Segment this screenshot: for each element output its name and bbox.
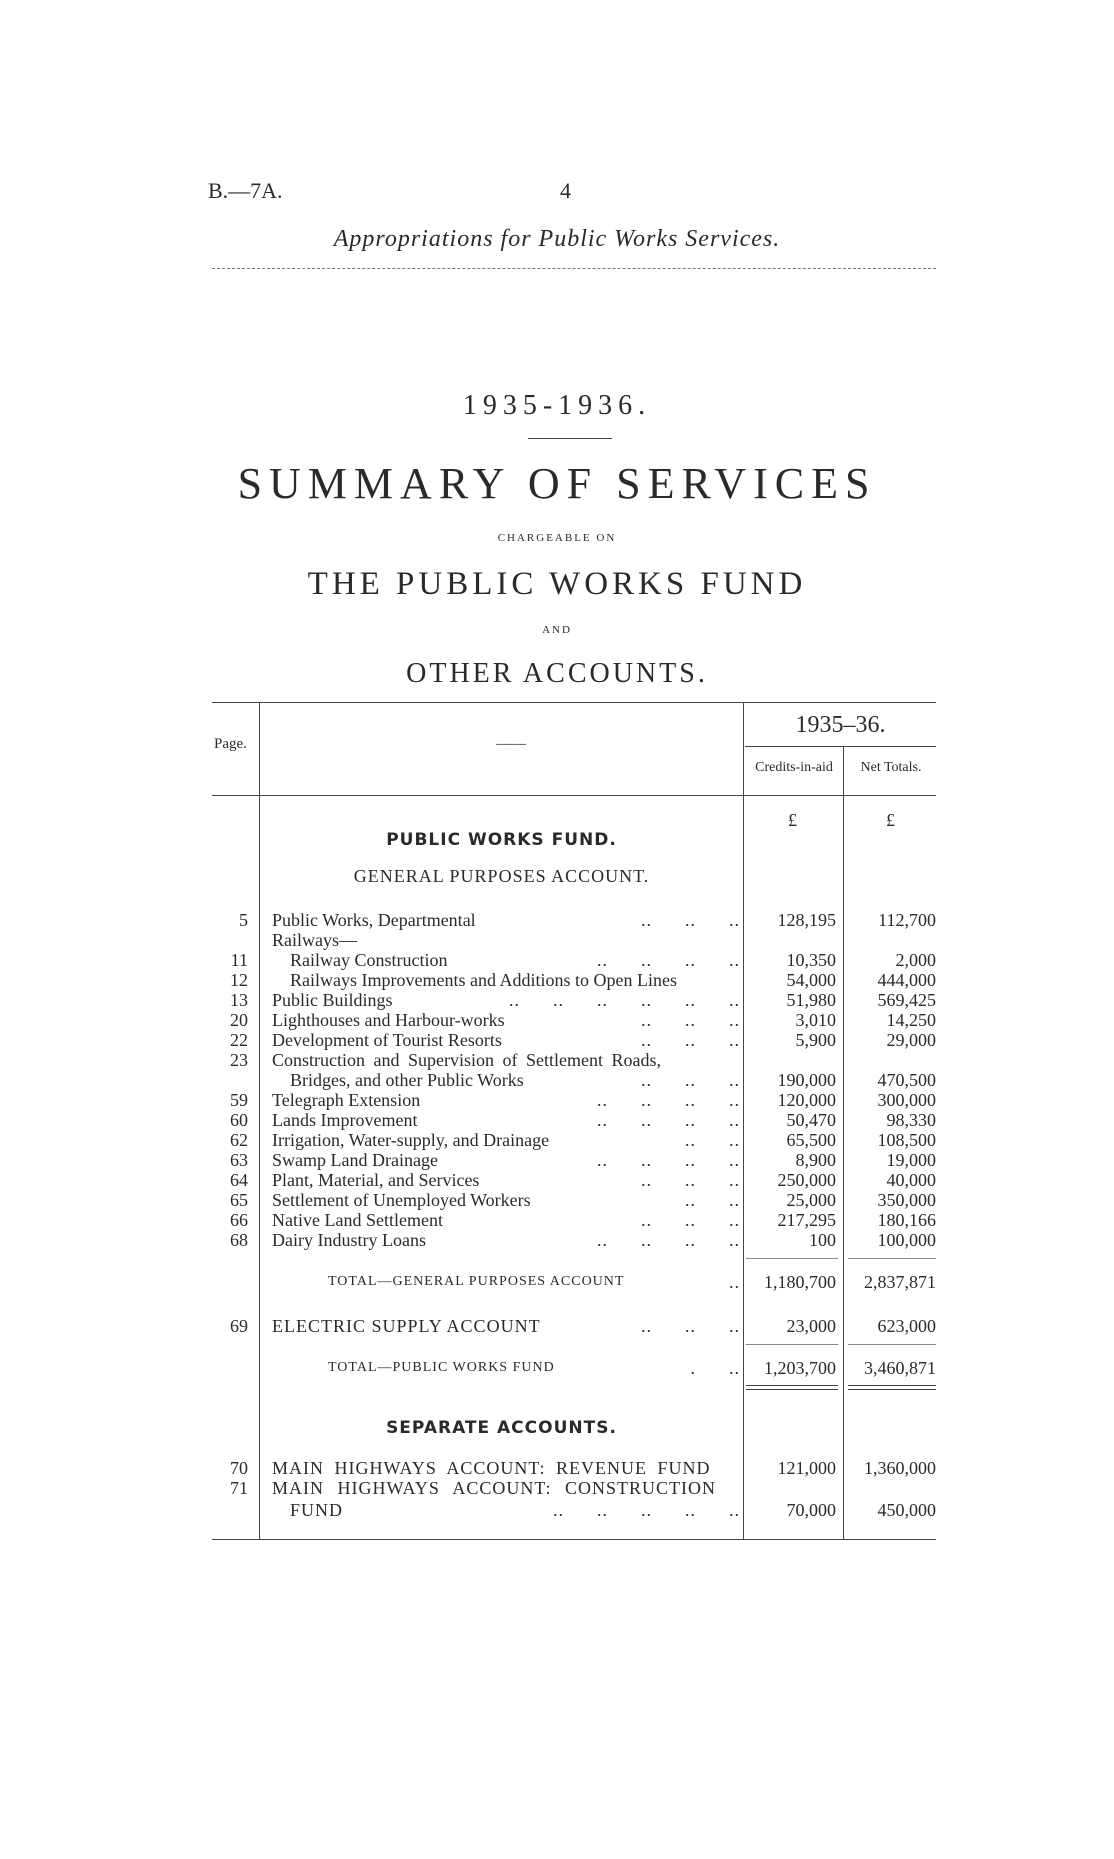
electric-supply-label: ELECTRIC SUPPLY ACCOUNT	[272, 1316, 541, 1336]
table-row	[0, 990, 1114, 1010]
row-page: 63	[230, 1150, 248, 1170]
row-credits: 120,000	[777, 1090, 836, 1110]
row-description: Settlement of Unemployed Workers	[272, 1190, 531, 1210]
row-description: Dairy Industry Loans	[272, 1230, 426, 1250]
row-net: 569,425	[877, 990, 936, 1010]
row-net: 108,500	[877, 1130, 936, 1150]
document-reference: B.—7A.	[208, 178, 283, 203]
year-underline-rule	[745, 746, 936, 747]
table-row	[0, 1230, 1114, 1250]
main-highways-construction-row-cont	[0, 1500, 1114, 1520]
row-page: 22	[230, 1030, 248, 1050]
row-net: 180,166	[877, 1210, 936, 1230]
subsection-heading-general-purposes: GENERAL PURPOSES ACCOUNT.	[353, 866, 650, 886]
row-page: 59	[230, 1090, 248, 1110]
electric-supply-row	[0, 1316, 1114, 1336]
table-row	[0, 1010, 1114, 1030]
row-credits: 100	[809, 1230, 836, 1250]
row-page: 13	[230, 990, 248, 1010]
row-description: Swamp Land Drainage	[272, 1150, 438, 1170]
row-credits: 5,900	[795, 1030, 836, 1050]
main-highways-construction-label-cont: FUND	[290, 1500, 344, 1520]
subtotal-rule-credits	[746, 1258, 838, 1259]
table-bottom-rule	[212, 1539, 936, 1540]
leader-dots: .. .. .. ..	[597, 1090, 740, 1110]
chargeable-on: CHARGEABLE ON	[497, 532, 617, 544]
row-page: 12	[230, 970, 248, 990]
leader-dots: .. .. .. ..	[597, 1230, 740, 1250]
row-page: 70	[230, 1458, 248, 1478]
main-highways-construction-row	[0, 1478, 1114, 1498]
leader-dots: .. .. .. .. ..	[553, 1500, 740, 1520]
table-row	[0, 930, 1114, 950]
and-word: AND	[542, 624, 572, 636]
row-page: 66	[230, 1210, 248, 1230]
total-rule-net	[848, 1344, 936, 1345]
title-years: 1935-1936.	[462, 390, 652, 421]
table-row	[0, 1090, 1114, 1110]
table-row	[0, 1050, 1114, 1070]
total-general-purposes-label: TOTAL—GENERAL PURPOSES ACCOUNT	[328, 1274, 625, 1289]
row-net: 100,000	[877, 1230, 936, 1250]
row-page: 65	[230, 1190, 248, 1210]
row-credits: 25,000	[786, 1190, 836, 1210]
total-public-works-label: TOTAL—PUBLIC WORKS FUND	[328, 1360, 555, 1375]
row-net: 98,330	[886, 1110, 936, 1130]
row-description: Railways—	[272, 930, 357, 950]
leader-dots: .. .. .. ..	[597, 1150, 740, 1170]
row-description: Public Buildings	[272, 990, 393, 1010]
double-rule-credits-2	[746, 1389, 838, 1390]
table-row	[0, 950, 1114, 970]
row-net: 350,000	[877, 1190, 936, 1210]
table-row	[0, 1150, 1114, 1170]
main-highways-construction-label: MAIN HIGHWAYS ACCOUNT: CONSTRUCTION	[272, 1478, 716, 1498]
main-highways-revenue-row	[0, 1458, 1114, 1478]
total-general-purposes-credits: 1,180,700	[764, 1272, 836, 1292]
total-public-works-net: 3,460,871	[864, 1358, 936, 1378]
row-description: Plant, Material, and Services	[272, 1170, 480, 1190]
row-description: Native Land Settlement	[272, 1210, 443, 1230]
row-description: Bridges, and other Public Works	[290, 1070, 524, 1090]
row-page: 11	[230, 950, 248, 970]
leader-dots: .. ..	[685, 1190, 740, 1210]
total-rule-credits	[746, 1344, 838, 1345]
main-highways-construction-credits: 70,000	[786, 1500, 836, 1520]
leader-dots: . ..	[690, 1358, 740, 1378]
row-credits: 10,350	[786, 950, 836, 970]
table-row	[0, 1170, 1114, 1190]
row-page: 20	[230, 1010, 248, 1030]
main-highways-revenue-net: 1,360,000	[864, 1458, 936, 1478]
fund-title: THE PUBLIC WORKS FUND	[307, 566, 807, 602]
subtotal-rule-net	[848, 1258, 936, 1259]
row-description: Irrigation, Water-supply, and Drainage	[272, 1130, 550, 1150]
row-net: 14,250	[886, 1010, 936, 1030]
leader-dots: ..	[729, 1272, 740, 1292]
table-row	[0, 1070, 1114, 1090]
electric-supply-net: 623,000	[877, 1316, 936, 1336]
row-description: Railways Improvements and Additions to Open Lines	[290, 970, 677, 990]
row-description: Lands Improvement	[272, 1110, 418, 1130]
table-row	[0, 1110, 1114, 1130]
table-row	[0, 1130, 1114, 1150]
leader-dots: .. .. .. ..	[597, 1110, 740, 1130]
total-public-works-credits: 1,203,700	[764, 1358, 836, 1378]
total-general-purposes-net: 2,837,871	[864, 1272, 936, 1292]
table-row	[0, 1030, 1114, 1050]
electric-supply-credits: 23,000	[786, 1316, 836, 1336]
row-net: 444,000	[877, 970, 936, 990]
row-description: Telegraph Extension	[272, 1090, 421, 1110]
row-credits: 54,000	[786, 970, 836, 990]
row-net: 29,000	[886, 1030, 936, 1050]
row-net: 112,700	[878, 910, 936, 930]
row-net: 2,000	[895, 950, 936, 970]
row-credits: 65,500	[786, 1130, 836, 1150]
year-header: 1935–36.	[795, 712, 886, 738]
double-rule-net-1	[848, 1385, 936, 1386]
row-net: 19,000	[886, 1150, 936, 1170]
table-top-rule	[212, 702, 936, 703]
running-title: Appropriations for Public Works Services.	[333, 226, 781, 252]
row-net: 40,000	[886, 1170, 936, 1190]
leader-dots: .. .. ..	[641, 1030, 740, 1050]
double-rule-credits-1	[746, 1385, 838, 1386]
leader-dots: .. .. ..	[641, 910, 740, 930]
row-page: 64	[230, 1170, 248, 1190]
section-heading-public-works-fund: PUBLIC WORKS FUND.	[386, 830, 617, 850]
title-short-rule	[528, 438, 612, 439]
row-page: 23	[230, 1050, 248, 1070]
row-net: 300,000	[877, 1090, 936, 1110]
row-page: 69	[230, 1316, 248, 1336]
main-title: SUMMARY OF SERVICES	[237, 459, 877, 508]
row-page: 68	[230, 1230, 248, 1250]
leader-dots: .. .. .. ..	[597, 950, 740, 970]
row-net: 470,500	[877, 1070, 936, 1090]
row-credits: 8,900	[795, 1150, 836, 1170]
total-general-purposes-row	[0, 1272, 1114, 1292]
row-credits: 51,980	[786, 990, 836, 1010]
row-credits: 50,470	[786, 1110, 836, 1130]
row-page: 5	[239, 910, 248, 930]
row-description: Construction and Supervision of Settlement Roads,	[272, 1050, 661, 1070]
leader-dots: .. .. ..	[641, 1210, 740, 1230]
leader-dots: .. .. ..	[641, 1070, 740, 1090]
main-highways-construction-net: 450,000	[877, 1500, 936, 1520]
row-credits: 3,010	[795, 1010, 836, 1030]
row-credits: 190,000	[777, 1070, 836, 1090]
table-row	[0, 1190, 1114, 1210]
row-credits: 217,295	[777, 1210, 836, 1230]
column-header-net: Net Totals.	[860, 760, 922, 775]
leader-dots: .. .. .. .. .. ..	[509, 990, 740, 1010]
column-header-credits: Credits-in-aid	[755, 760, 833, 775]
double-rule-net-2	[848, 1389, 936, 1390]
header-rule	[212, 268, 936, 269]
leader-dots: .. .. ..	[641, 1170, 740, 1190]
row-page: 60	[230, 1110, 248, 1130]
row-credits: 128,195	[777, 910, 836, 930]
other-accounts-title: OTHER ACCOUNTS.	[406, 658, 708, 689]
leader-dots: .. .. ..	[641, 1316, 740, 1336]
total-public-works-row	[0, 1358, 1114, 1378]
row-description: Public Works, Departmental	[272, 910, 476, 930]
row-description: Lighthouses and Harbour-works	[272, 1010, 505, 1030]
row-page: 71	[230, 1478, 248, 1498]
main-highways-revenue-label: MAIN HIGHWAYS ACCOUNT: REVENUE FUND	[272, 1458, 711, 1478]
leader-dots: .. .. ..	[641, 1010, 740, 1030]
section-heading-separate-accounts: SEPARATE ACCOUNTS.	[386, 1418, 617, 1438]
table-row	[0, 1210, 1114, 1230]
leader-dots: .. ..	[685, 1130, 740, 1150]
row-page: 62	[230, 1130, 248, 1150]
table-header-bottom-rule	[212, 795, 936, 796]
column-header-description: ——	[496, 736, 526, 752]
column-header-page: Page.	[214, 736, 247, 752]
table-row	[0, 910, 1114, 930]
row-description: Development of Tourist Resorts	[272, 1030, 502, 1050]
table-row	[0, 970, 1114, 990]
page-number: 4	[560, 178, 571, 203]
row-credits: 250,000	[777, 1170, 836, 1190]
row-description: Railway Construction	[290, 950, 448, 970]
currency-net: £	[886, 810, 895, 830]
currency-credits: £	[788, 810, 797, 830]
main-highways-revenue-credits: 121,000	[777, 1458, 836, 1478]
